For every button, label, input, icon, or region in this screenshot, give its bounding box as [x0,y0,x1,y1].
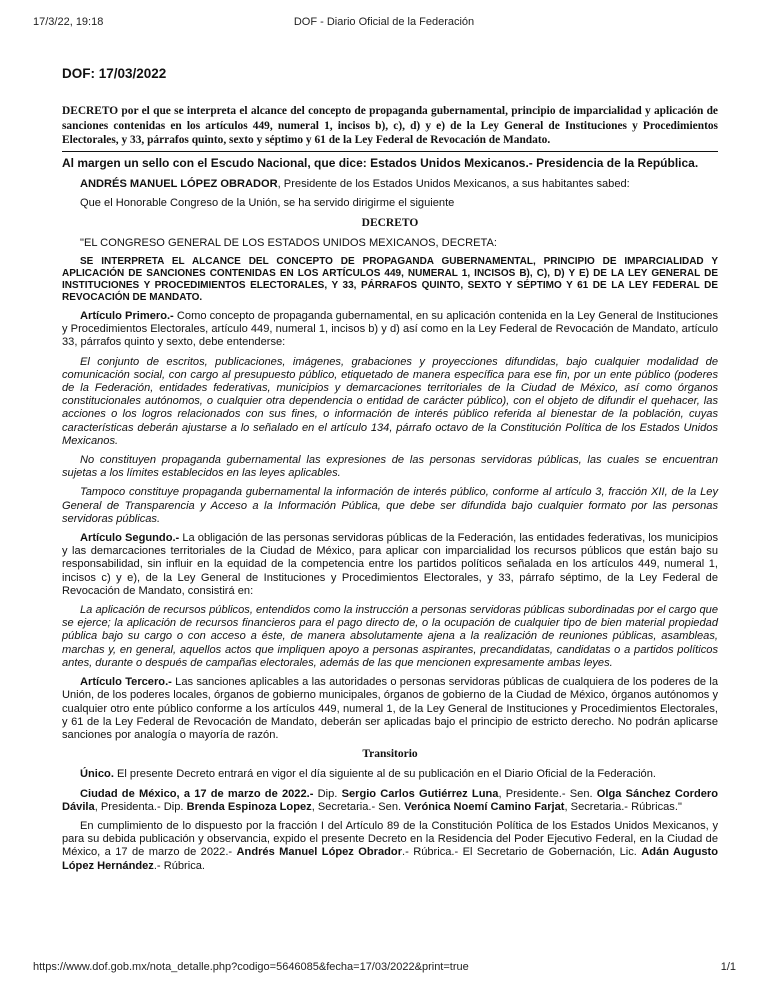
article-first-exclusion: No constituyen propaganda gubernamental las expresiones de las personas servidoras públicas, las cuales se encuentran sujetas a los límites establecidos en las leyes aplicables. [62,454,718,480]
page-number: 1/1 [720,961,736,973]
president-text: , Presidente de los Estados Unidos Mexicanos, a sus habitantes sabed: [277,178,630,191]
print-datetime: 17/3/22, 19:18 [33,16,104,28]
article-first-text: Como concepto de propaganda gubernamental, en su aplicación contenida en la Ley General de Instituciones y Procedimientos Electorales, artículo 449, numeral 1, incisos b) y d) así como en la Ley Federal de Revocación de Mandato, artículo 33, párrafos quinto y sexto, debe entenderse: [62,310,718,349]
closing-name: Andrés Manuel López Obrador [236,846,403,859]
article-third-text: Las sanciones aplicables a las autoridades o personas servidoras públicas de cualquiera de los poderes de la Unión, de los poderes locales, órganos de gobierno municipales, órganos de gobierno de la Ciudad de México, órganos autónomos y cualquier otro ente público conforme a los artículos 449, numeral 1, de la Ley General de Instituciones y Procedimientos Electorales, y 61 de la Ley Federal de Revocación de Mandato, deberán ser aplicadas bajo el principio de estricto derecho. No podrán aplicarse sanciones por analogía o mayoría de razón. [62,676,718,741]
page-url: https://www.dof.gob.mx/nota_detalle.php?codigo=5646085&fecha=17/03/2022&print=true [33,961,469,973]
transitorio-heading: Transitorio [362,748,418,761]
document-body [62,157,718,879]
closing-text: .- Rúbrica. [153,859,206,872]
article-second [62,532,718,598]
title-divider [62,151,718,152]
decree-title: DECRETO por el que se interpreta el alcance del concepto de propaganda gubernamental, principio de imparcialidad y aplicación de sanciones contenidas en los artículos 449, numeral 1, incisos b), c), d) y e) de la Ley General de Instituciones y Procedimientos Electorales, y 33, párrafos quinto, sexto y séptimo y 61 de la Ley Federal de Revocación de Mandato. [62,105,718,146]
article-first-label: Artículo Primero.- [80,310,174,323]
congress-line: Que el Honorable Congreso de la Unión, se ha servido dirigirme el siguiente [80,197,455,210]
article-first-public-info: Tampoco constituye propaganda gubernamental la información de interés público, conforme al artículo 3, fracción XII, de la Ley General de Transparencia y Acceso a la Información Pública, que debe ser difundida bajo cualquier formato por las personas servidoras públicas. [62,486,718,525]
signature-text: Dip. [313,787,342,800]
signature-name: Brenda Espinoza Lopez [186,800,312,813]
article-first-definition: El conjunto de escritos, publicaciones, imágenes, grabaciones y proyecciones difundidas, bajo cualquier modalidad de comunicación social, con cargo al presupuesto público, etiquetado de manera específica para ese fin, por un ente público (poderes de la Federación, entidades federativas, municipios y demarcaciones territoriales de la Ciudad de México, así como órganos constitucionales autónomos, o cualquier otra dependencia o entidad de carácter público), con el objeto de difundir el quehacer, las acciones o los logros relacionados con sus fines, o información de interés público referida al bienestar de la población, cuyas características deberán ajustarse a lo señalado en el artículo 134, párrafo octavo de la Constitución Política de los Estados Unidos Mexicanos. [62,355,718,447]
signature-text: , Presidente.- Sen. [498,787,597,800]
closing-name: Adán Augusto López Hernández [62,846,718,872]
signature-place-date: Ciudad de México, a 17 de marzo de 2022.- [80,787,314,800]
page-title: DOF - Diario Oficial de la Federación [293,16,475,28]
president-line [62,178,718,191]
unico-paragraph [62,768,718,781]
closing-paragraph [62,820,718,873]
seal-line: Al margen un sello con el Escudo Nacional, que dice: Estados Unidos Mexicanos.- Presidencia de la República. [62,156,699,170]
closing-text: En cumplimiento de lo dispuesto por la fracción I del Artículo 89 de la Constitución Política de los Estados Unidos Mexicanos, y para su debida publicación y observancia, expido el presente Decreto en la Residencia del Poder Ejecutivo Federal, en la Ciudad de México, a 17 de marzo de 2022.- [62,819,718,859]
article-second-definition: La aplicación de recursos públicos, entendidos como la instrucción a personas servidoras públicas subordinadas por el cargo que se ejerce; la aplicación de recursos financieros para el pago directo de, o la ocupación de cualquier tipo de bien material propiedad pública bajo su cargo o con acceso a éste, de manera absolutamente ajena a la realización de reuniones públicas, asambleas, marchas y, en general, aquellos actos que impliquen apoyo a personas aspirantes, precandidatas, candidatas o a partidos políticos antes, durante o después de campañas electorales, además de las que mencionen expresamente ambas leyes. [62,604,718,669]
signature-text: , Presidenta.- Dip. [94,800,187,813]
article-second-text: La obligación de las personas servidoras públicas de la Federación, las entidades federativas, los municipios y las demarcaciones territoriales de la Ciudad de México, para aplicar con imparcialidad los recursos públicos que están bajo su responsabilidad, sin influir en la equidad de la competencia entre los partidos políticos señalada en los artículos 449, numeral 1, incisos c) y e), de la Ley General de Instituciones y Procedimientos Electorales, y 33, párrafo séptimo, de la Ley Federal de Revocación de Mandato, consistirá en: [62,532,718,597]
congress-decree: "EL CONGRESO GENERAL DE LOS ESTADOS UNIDOS MEXICANOS, DECRETA: [80,236,497,249]
signatures [62,788,718,814]
decreto-heading: DECRETO [361,216,419,229]
signature-name: Sergio Carlos Gutiérrez Luna [341,787,499,800]
signature-text: , Secretaria.- Sen. [311,800,405,813]
closing-text: .- Rúbrica.- El Secretario de Gobernación, Lic. [402,846,642,859]
unico-label: Único. [80,768,114,781]
article-third [62,676,718,742]
president-name: ANDRÉS MANUEL LÓPEZ OBRADOR [80,178,278,191]
signature-name: Verónica Noemí Camino Farjat [404,800,565,813]
interpretation-caps: SE INTERPRETA EL ALCANCE DEL CONCEPTO DE PROPAGANDA GUBERNAMENTAL, PRINCIPIO DE IMPARCIALIDAD Y APLICACIÓN DE SANCIONES CONTENIDAS EN LOS ARTÍCULOS 449, NUMERAL 1, INCISOS B), C), D) Y E) DE LA LEY GENERAL DE INSTITUCIONES Y PROCEDIMIENTOS ELECTORALES, Y 33, PÁRRAFOS QUINTO, SEXTO Y SÉPTIMO Y 61 DE LA LEY FEDERAL DE REVOCACIÓN DE MANDATO. [62,256,718,304]
signature-text: , Secretaria.- Rúbricas." [564,800,682,813]
signature-name: Olga Sánchez Cordero Dávila [62,787,719,813]
article-first [62,310,718,350]
article-third-label: Artículo Tercero.- [80,676,172,689]
publication-date: DOF: 17/03/2022 [62,66,167,81]
article-second-label: Artículo Segundo.- [80,532,180,545]
unico-text: El presente Decreto entrará en vigor el día siguiente al de su publicación en el Diario Oficial de la Federación. [113,768,656,781]
